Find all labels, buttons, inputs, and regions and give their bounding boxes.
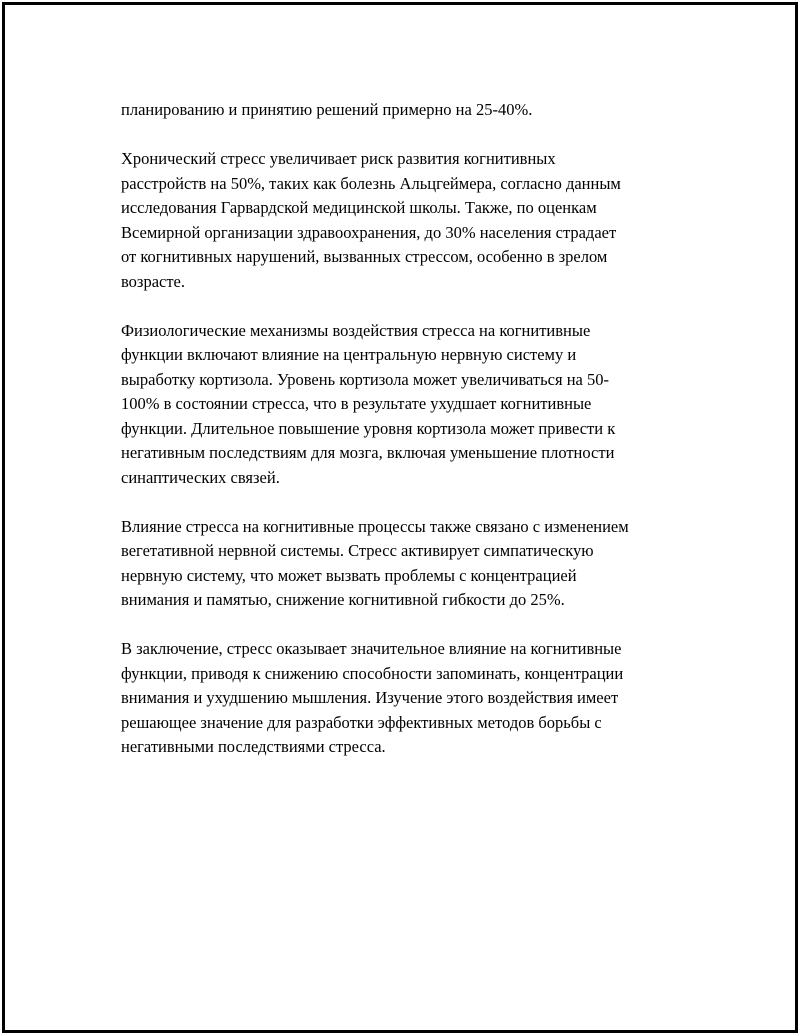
paragraph-4 [121, 515, 701, 613]
text-line: внимания и ухудшению мышления. Изучение этого воздействия имеет [121, 688, 619, 707]
text-line: синаптических связей. [121, 467, 280, 487]
text-line: от когнитивных нарушений, вызванных стрессом, особенно в зрелом [121, 247, 608, 266]
document-body [121, 98, 701, 784]
text-line: выработку кортизола. Уровень кортизола может увеличиваться на 50- [121, 369, 609, 389]
text-line: внимания и памятью, снижение когнитивной гибкости до 25%. [121, 590, 565, 609]
text-line: Физиологические механизмы воздействия стресса на когнитивные [121, 320, 591, 340]
document-page [2, 2, 798, 1033]
text-line: возрасте. [121, 271, 186, 291]
text-line: негативными последствиями стресса. [121, 737, 386, 756]
text-line: негативным последствиям для мозга, включая уменьшение плотности [121, 443, 615, 462]
text-line: функции включают влияние на центральную нервную систему и [121, 345, 577, 364]
text-line: вегетативной нервной системы. Стресс активирует симпатическую [121, 541, 594, 560]
paragraph-5 [121, 637, 701, 760]
text-line: 100% в состоянии стресса, что в результате ухудшает когнитивные [121, 394, 592, 413]
text-line: нервную систему, что может вызвать проблемы с концентрацией [121, 565, 577, 585]
text-line: решающее значение для разработки эффективных методов борьбы с [121, 712, 602, 732]
text-line: Всемирной организации здравоохранения, до 30% населения страдает [121, 222, 617, 242]
paragraph-2 [121, 147, 701, 294]
text-line: функции, приводя к снижению способности запоминать, концентрации [121, 663, 624, 683]
text-line: функции. Длительное повышение уровня кортизола может привести к [121, 418, 616, 438]
text-line: Хронический стресс увеличивает риск развития когнитивных [121, 149, 556, 168]
text-line: Влияние стресса на когнитивные процессы также связано с изменением [121, 516, 629, 536]
paragraph-1 [121, 98, 701, 123]
text-line: В заключение, стресс оказывает значительное влияние на когнитивные [121, 639, 622, 658]
text-line: планированию и принятию решений примерно на 25-40%. [121, 100, 533, 119]
paragraph-3 [121, 319, 701, 491]
text-line: исследования Гарвардской медицинской школы. Также, по оценкам [121, 198, 597, 217]
text-line: расстройств на 50%, таких как болезнь Альцгеймера, согласно данным [121, 173, 621, 193]
